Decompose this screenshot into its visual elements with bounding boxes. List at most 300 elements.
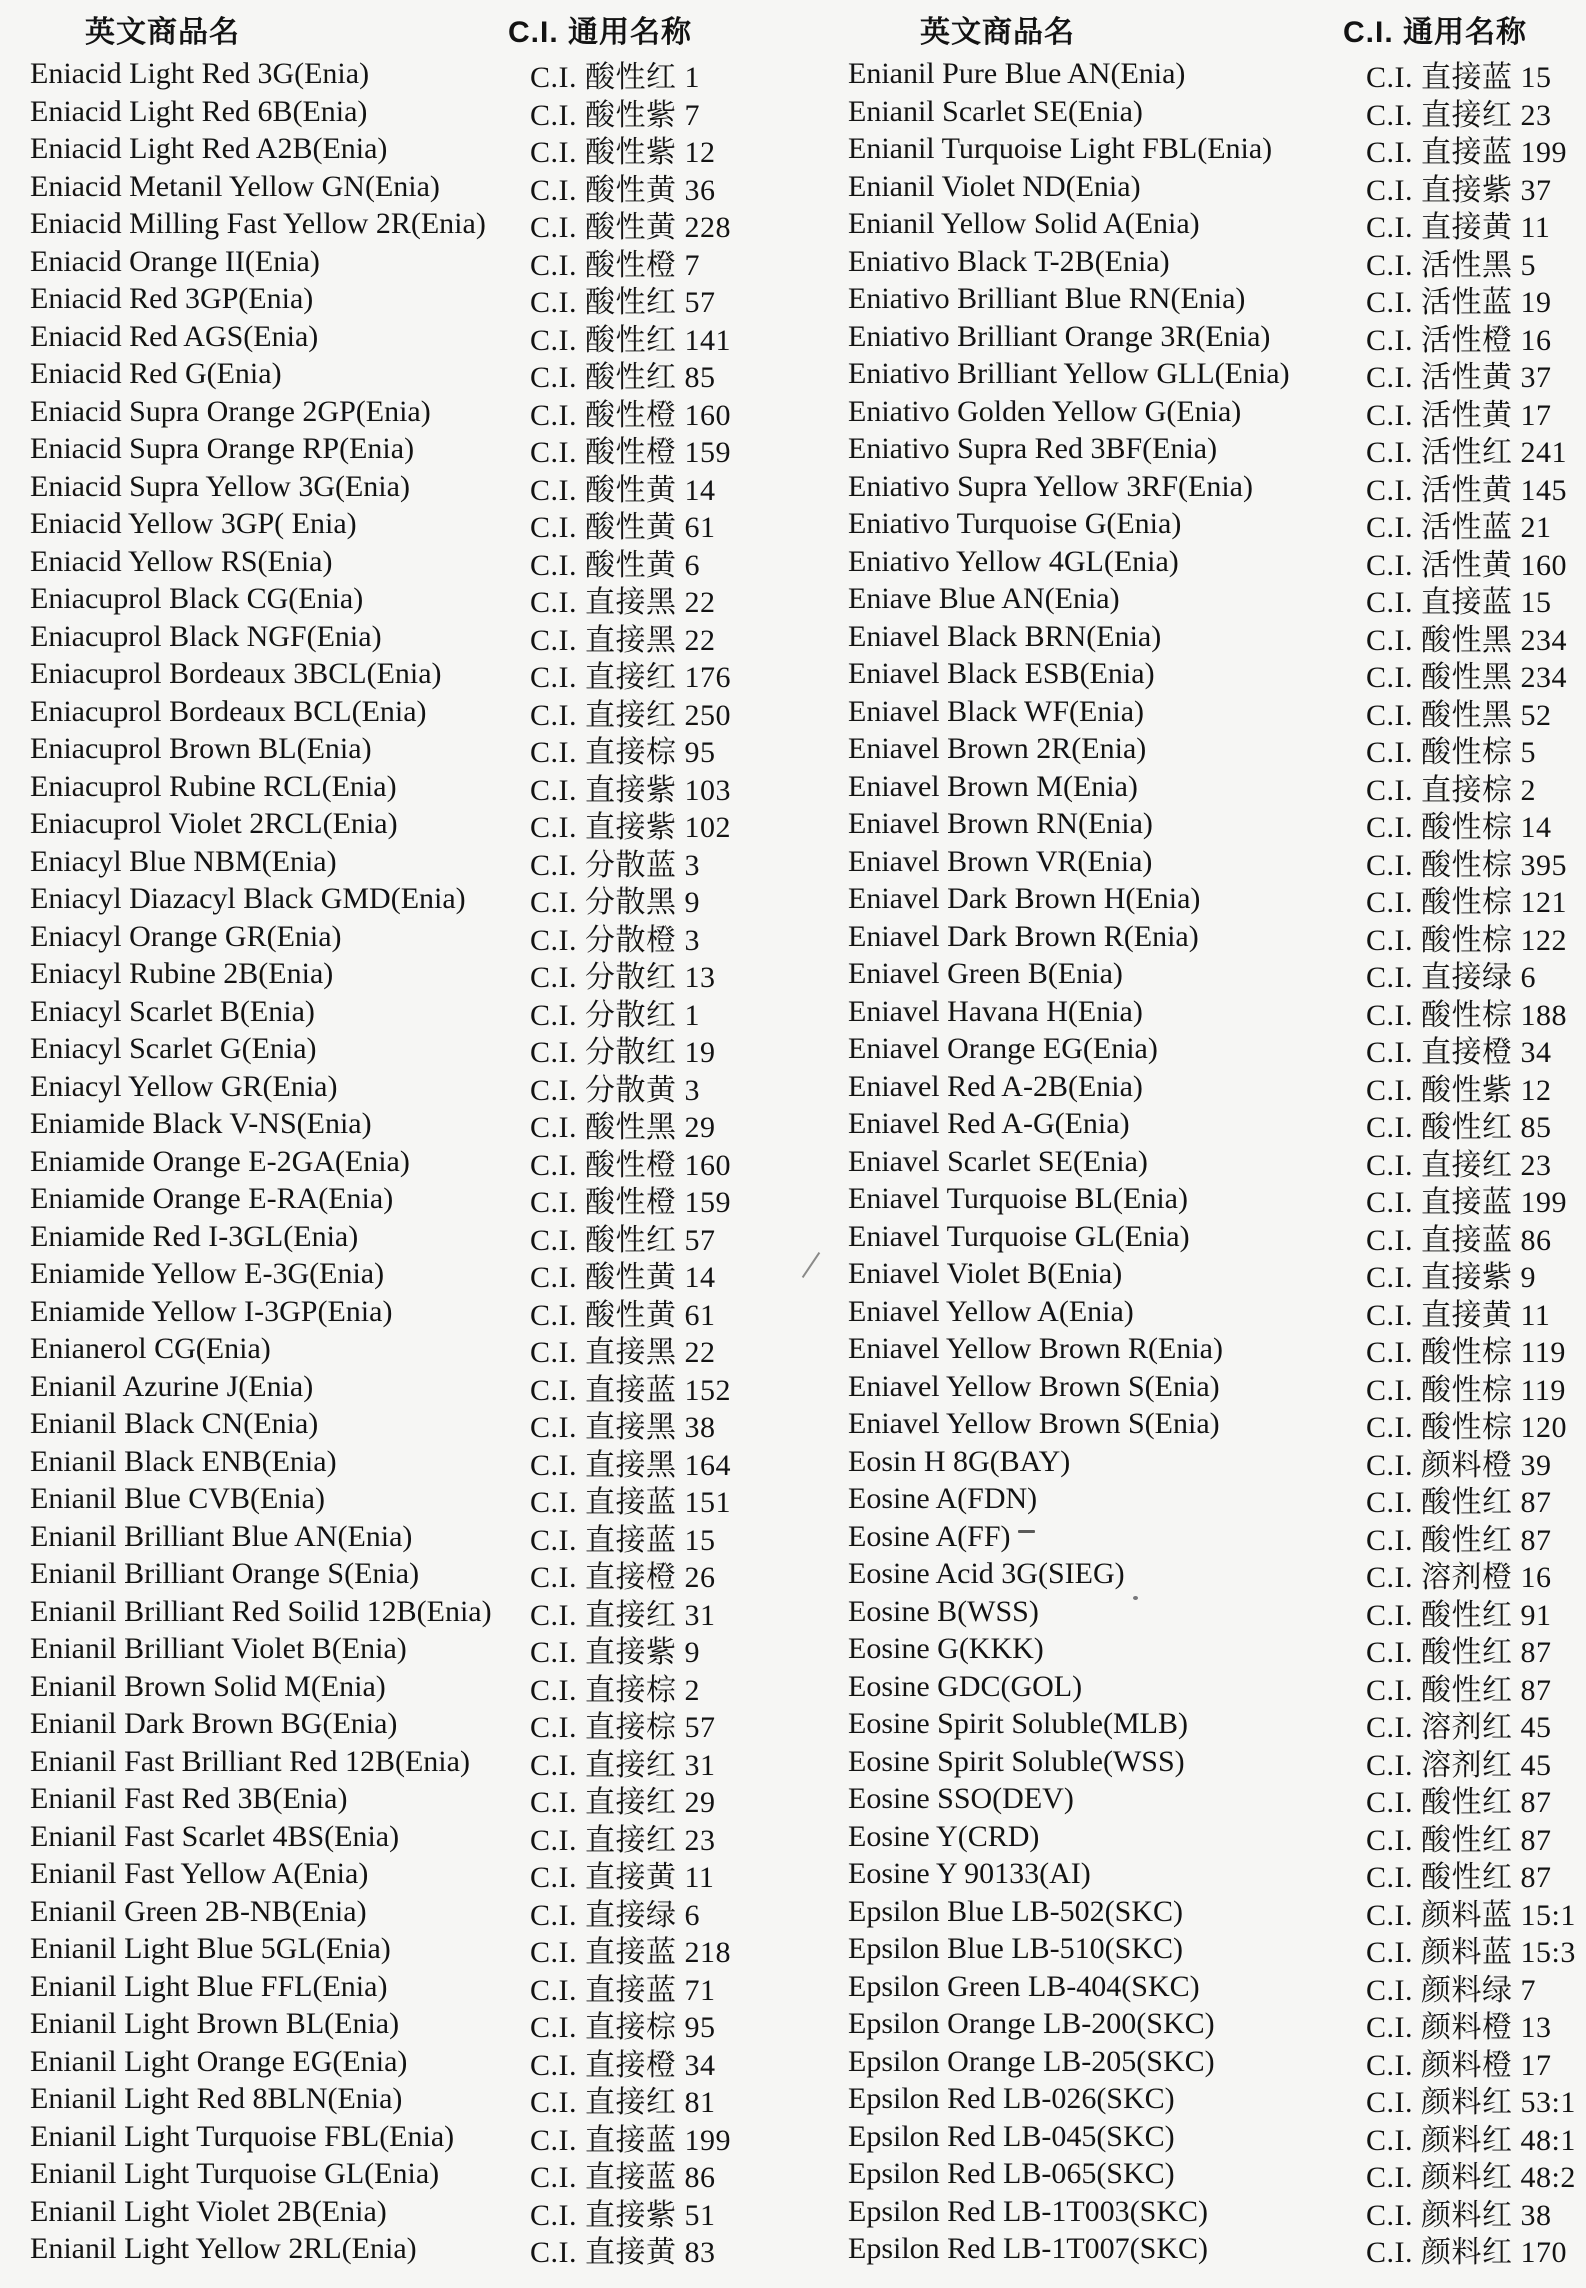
table-row	[30, 315, 793, 357]
ci-name-cell: C.I. 分散橙 3	[530, 923, 700, 957]
ci-name-cell: C.I. 直接蓝 15	[1366, 61, 1552, 94]
trade-name-cell: Eniacyl Scarlet G(Enia)	[30, 1032, 317, 1065]
ci-name-cell: C.I. 酸性黑 234	[1366, 661, 1567, 694]
trade-name-cell: Eniamide Red I-3GL(Enia)	[30, 1219, 359, 1253]
ci-name-cell: C.I. 活性蓝 19	[1366, 286, 1552, 319]
ci-name-cell: C.I. 颜料橙 17	[1366, 2048, 1552, 2082]
ci-name-cell: C.I. 酸性红 87	[1366, 1523, 1552, 1557]
table-row	[848, 315, 1586, 357]
ci-name-cell: C.I. 直接红 81	[530, 2086, 716, 2119]
ci-name-cell: C.I. 直接红 23	[530, 1823, 716, 1857]
trade-name-cell: Eosine Spirit Soluble(MLB)	[848, 1707, 1188, 1740]
trade-name-cell: Eniavel Black BRN(Enia)	[848, 619, 1162, 653]
ci-name-cell: C.I. 酸性红 87	[1366, 1786, 1552, 1819]
table-row	[848, 52, 1586, 94]
ci-name-cell: C.I. 直接红 250	[530, 698, 731, 732]
table-row	[30, 1177, 793, 1219]
table-row	[30, 1215, 793, 1257]
trade-name-cell: Enianil Yellow Solid A(Enia)	[848, 207, 1200, 240]
trade-name-cell: Eniativo Golden Yellow G(Enia)	[848, 394, 1242, 428]
ci-name-cell: C.I. 酸性红 57	[530, 1223, 716, 1257]
trade-name-cell: Enianil Light Blue 5GL(Enia)	[30, 1932, 391, 1965]
ci-name-cell: C.I. 直接蓝 218	[530, 1936, 731, 1969]
ci-name-cell: C.I. 酸性橙 160	[530, 1148, 731, 1182]
trade-name-cell: Epsilon Blue LB-510(SKC)	[848, 1932, 1183, 1965]
table-row	[848, 1215, 1586, 1257]
table-body	[848, 52, 1586, 2269]
ci-name-cell: C.I. 直接棕 2	[1366, 773, 1536, 807]
ci-name-cell: C.I. 直接蓝 199	[1366, 136, 1567, 169]
ci-name-cell: C.I. 直接黑 22	[530, 586, 716, 619]
ci-name-cell: C.I. 溶剂红 45	[1366, 1711, 1552, 1744]
trade-name-cell: Eniavel Turquoise GL(Enia)	[848, 1219, 1190, 1253]
table-row	[30, 1027, 793, 1069]
ci-name-cell: C.I. 酸性黄 61	[530, 1298, 716, 1332]
table-row	[848, 1590, 1586, 1632]
table-row	[848, 1252, 1586, 1294]
trade-name-cell: Eniavel Brown VR(Enia)	[848, 844, 1153, 878]
table-row	[848, 952, 1586, 994]
trade-name-cell: Eniacid Red AGS(Enia)	[30, 319, 319, 353]
trade-name-cell: Epsilon Red LB-026(SKC)	[848, 2082, 1175, 2115]
table-row	[30, 1740, 793, 1782]
trade-name-cell: Eniavel Red A-G(Enia)	[848, 1107, 1130, 1140]
trade-name-cell: Eniacuprol Violet 2RCL(Enia)	[30, 807, 398, 840]
ci-name-cell: C.I. 活性黄 145	[1366, 473, 1567, 507]
table-row	[30, 1627, 793, 1669]
ci-name-cell: C.I. 酸性棕 188	[1366, 998, 1567, 1032]
ci-name-cell: C.I. 直接黄 83	[530, 2236, 716, 2269]
trade-name-cell: Eniamide Yellow I-3GP(Enia)	[30, 1294, 393, 1328]
ci-name-cell: C.I. 活性蓝 21	[1366, 511, 1552, 544]
right-column-block	[848, 6, 1586, 2269]
table-row	[30, 1552, 793, 1594]
trade-name-cell: Eniavel Brown M(Enia)	[848, 769, 1138, 803]
trade-name-cell: Eniacid Metanil Yellow GN(Enia)	[30, 169, 440, 203]
trade-name-cell: Eniacid Supra Yellow 3G(Enia)	[30, 469, 410, 503]
trade-name-cell: Enianil Fast Red 3B(Enia)	[30, 1782, 348, 1815]
trade-name-cell: Eniativo Supra Yellow 3RF(Enia)	[848, 469, 1253, 503]
trade-name-cell: Eniacid Yellow RS(Enia)	[30, 544, 333, 578]
trade-name-cell: Enianil Light Violet 2B(Enia)	[30, 2194, 387, 2228]
ci-name-cell: C.I. 活性黄 37	[1366, 361, 1552, 394]
ci-name-cell: C.I. 分散黑 9	[530, 886, 700, 919]
trade-name-cell: Eniacid Red G(Enia)	[30, 357, 282, 390]
table-row	[848, 1440, 1586, 1482]
table-row	[848, 1777, 1586, 1819]
ci-name-cell: C.I. 酸性黄 6	[530, 548, 700, 582]
ci-name-cell: C.I. 颜料红 53:1	[1366, 2086, 1576, 2119]
trade-name-cell: Enianil Light Yellow 2RL(Enia)	[30, 2232, 417, 2265]
trade-name-cell: Eniavel Orange EG(Enia)	[848, 1032, 1158, 1065]
table-row	[30, 1290, 793, 1332]
ci-name-cell: C.I. 直接红 176	[530, 661, 731, 694]
trade-name-cell: Epsilon Orange LB-205(SKC)	[848, 2044, 1215, 2078]
trade-name-cell: Eniacuprol Brown BL(Enia)	[30, 732, 372, 765]
trade-name-cell: Enianil Fast Brilliant Red 12B(Enia)	[30, 1744, 470, 1778]
ci-name-cell: C.I. 直接蓝 15	[1366, 586, 1552, 619]
trade-name-cell: Eniavel Turquoise BL(Enia)	[848, 1182, 1188, 1215]
ci-name-cell: C.I. 颜料红 38	[1366, 2198, 1552, 2232]
table-row	[30, 2190, 793, 2232]
trade-name-cell: Eniativo Yellow 4GL(Enia)	[848, 544, 1179, 578]
ci-name-cell: C.I. 酸性紫 12	[530, 136, 716, 169]
table-row	[848, 1890, 1586, 1932]
trade-name-cell: Eniativo Brilliant Orange 3R(Enia)	[848, 319, 1271, 353]
table-row	[848, 1552, 1586, 1594]
table-row	[848, 802, 1586, 844]
ci-name-cell: C.I. 分散红 1	[530, 998, 700, 1032]
ci-name-cell: C.I. 直接黑 38	[530, 1411, 716, 1444]
ci-name-cell: C.I. 直接棕 57	[530, 1711, 716, 1744]
trade-name-cell: Eniacid Light Red 6B(Enia)	[30, 94, 368, 128]
ci-name-cell: C.I. 直接蓝 152	[530, 1373, 731, 1407]
ci-name-cell: C.I. 颜料红 170	[1366, 2236, 1567, 2269]
ci-name-cell: C.I. 直接黑 22	[530, 1336, 716, 1369]
table-row	[848, 1852, 1586, 1894]
ci-name-cell: C.I. 酸性棕 119	[1366, 1373, 1566, 1407]
ci-name-cell: C.I. 直接黑 164	[530, 1448, 731, 1482]
ci-name-cell: C.I. 直接橙 26	[530, 1561, 716, 1594]
trade-name-cell: Eniavel Scarlet SE(Enia)	[848, 1144, 1148, 1178]
table-row	[848, 1927, 1586, 1969]
table-row	[30, 802, 793, 844]
ci-name-cell: C.I. 酸性红 87	[1366, 1861, 1552, 1894]
trade-name-cell: Eniavel Violet B(Enia)	[848, 1257, 1123, 1290]
trade-name-cell: Epsilon Orange LB-200(SKC)	[848, 2007, 1215, 2040]
header-row	[30, 6, 793, 52]
trade-name-cell: Eniacid Orange II(Enia)	[30, 244, 320, 278]
trade-name-header: 英文商品名	[920, 16, 1075, 49]
trade-name-cell: Eniacuprol Black CG(Enia)	[30, 582, 364, 615]
table-row	[848, 1027, 1586, 1069]
table-row	[30, 1965, 793, 2007]
ci-name-cell: C.I. 活性红 241	[1366, 436, 1567, 469]
table-row	[848, 577, 1586, 619]
left-column-block	[30, 6, 793, 2269]
table-row	[30, 240, 793, 282]
ci-name-cell: C.I. 直接橙 34	[530, 2048, 716, 2082]
trade-name-cell: Eosine B(WSS)	[848, 1594, 1039, 1628]
table-row	[848, 165, 1586, 207]
ci-name-cell: C.I. 酸性红 85	[530, 361, 716, 394]
ci-name-cell: C.I. 酸性橙 159	[530, 436, 731, 469]
trade-name-cell: Eniavel Black ESB(Enia)	[848, 657, 1155, 690]
table-row	[30, 690, 793, 732]
trade-name-cell: Enianil Brilliant Violet B(Enia)	[30, 1632, 407, 1665]
ci-name-cell: C.I. 直接蓝 199	[530, 2123, 731, 2157]
ci-name-cell: C.I. 直接棕 95	[530, 736, 716, 769]
trade-name-cell: Eniacyl Blue NBM(Enia)	[30, 844, 337, 878]
trade-name-cell: Eniacid Light Red A2B(Enia)	[30, 132, 388, 165]
trade-name-cell: Enianil Black ENB(Enia)	[30, 1444, 337, 1478]
trade-name-cell: Eniacuprol Bordeaux 3BCL(Enia)	[30, 657, 442, 690]
ci-name-cell: C.I. 酸性棕 120	[1366, 1411, 1567, 1444]
trade-name-cell: Epsilon Red LB-1T003(SKC)	[848, 2194, 1208, 2228]
table-row	[30, 1402, 793, 1444]
table-row	[30, 1327, 793, 1369]
trade-name-cell: Eniacid Supra Orange 2GP(Enia)	[30, 394, 431, 428]
table-row	[848, 352, 1586, 394]
ci-name-cell: C.I. 酸性黄 36	[530, 173, 716, 207]
table-row	[30, 877, 793, 919]
trade-name-cell: Enianil Black CN(Enia)	[30, 1407, 319, 1440]
ci-name-cell: C.I. 分散红 19	[530, 1036, 716, 1069]
ci-name-cell: C.I. 分散红 13	[530, 961, 716, 994]
table-row	[30, 52, 793, 94]
ci-name-cell: C.I. 直接蓝 86	[530, 2161, 716, 2194]
ci-name-cell: C.I. 直接蓝 151	[530, 1486, 731, 1519]
ci-name-cell: C.I. 直接棕 2	[530, 1673, 700, 1707]
table-row	[30, 727, 793, 769]
ci-name-cell: C.I. 酸性黑 29	[530, 1111, 716, 1144]
scan-artifact-dot	[1133, 1596, 1138, 1600]
table-row	[30, 1852, 793, 1894]
trade-name-cell: Eniacid Milling Fast Yellow 2R(Enia)	[30, 207, 486, 240]
table-row	[30, 502, 793, 544]
table-row	[30, 840, 793, 882]
trade-name-cell: Eniacid Red 3GP(Enia)	[30, 282, 314, 315]
ci-name-cell: C.I. 直接红 23	[1366, 98, 1552, 132]
ci-name-cell: C.I. 颜料橙 13	[1366, 2011, 1552, 2044]
trade-name-cell: Eosine GDC(GOL)	[848, 1669, 1083, 1703]
trade-name-header: 英文商品名	[85, 16, 240, 49]
trade-name-cell: Eosine SSO(DEV)	[848, 1782, 1074, 1815]
table-row	[30, 2077, 793, 2119]
trade-name-cell: Enianil Light Brown BL(Enia)	[30, 2007, 400, 2040]
table-row	[30, 1102, 793, 1144]
table-row	[848, 1140, 1586, 1182]
table-row	[848, 2152, 1586, 2194]
trade-name-cell: Epsilon Green LB-404(SKC)	[848, 1969, 1200, 2003]
trade-name-cell: Enianil Scarlet SE(Enia)	[848, 94, 1143, 128]
table-row	[30, 915, 793, 957]
trade-name-cell: Enianil Violet ND(Enia)	[848, 169, 1141, 203]
trade-name-cell: Eniavel Black WF(Enia)	[848, 694, 1145, 728]
ci-name-cell: C.I. 直接黄 11	[1366, 211, 1551, 244]
table-row	[30, 1515, 793, 1557]
table-row	[848, 915, 1586, 957]
trade-name-cell: Eniavel Havana H(Enia)	[848, 994, 1143, 1028]
trade-name-cell: Eniavel Dark Brown R(Enia)	[848, 919, 1199, 953]
table-row	[30, 1065, 793, 1107]
table-row	[30, 165, 793, 207]
trade-name-cell: Enianil Brilliant Blue AN(Enia)	[30, 1519, 413, 1553]
ci-name-cell: C.I. 活性橙 16	[1366, 323, 1552, 357]
table-row	[848, 2002, 1586, 2044]
trade-name-cell: Eniacyl Rubine 2B(Enia)	[30, 957, 334, 990]
trade-name-cell: Eosine G(KKK)	[848, 1632, 1044, 1665]
table-row	[30, 1440, 793, 1482]
ci-name-cell: C.I. 直接黄 11	[1366, 1298, 1551, 1332]
table-row	[30, 652, 793, 694]
ci-name-cell: C.I. 酸性棕 5	[1366, 736, 1536, 769]
ci-name-cell: C.I. 酸性黄 14	[530, 1261, 716, 1294]
table-row	[30, 1777, 793, 1819]
ci-name-cell: C.I. 直接黑 22	[530, 623, 716, 657]
trade-name-cell: Eosine Y(CRD)	[848, 1819, 1040, 1853]
ci-name-cell: C.I. 直接绿 6	[530, 1898, 700, 1932]
table-row	[30, 1702, 793, 1744]
table-row	[30, 765, 793, 807]
table-row	[848, 1477, 1586, 1519]
trade-name-cell: Eniacuprol Bordeaux BCL(Enia)	[30, 694, 427, 728]
table-row	[30, 390, 793, 432]
table-row	[848, 1965, 1586, 2007]
ci-name-header: C.I. 通用名称	[508, 16, 693, 49]
table-row	[848, 1815, 1586, 1857]
trade-name-cell: Enianil Light Turquoise FBL(Enia)	[30, 2119, 455, 2153]
table-row	[848, 765, 1586, 807]
ci-name-cell: C.I. 直接紫 9	[530, 1636, 700, 1669]
ci-name-cell: C.I. 酸性黑 234	[1366, 623, 1567, 657]
ci-name-cell: C.I. 分散黄 3	[530, 1073, 700, 1107]
table-row	[848, 390, 1586, 432]
trade-name-cell: Enianil Brown Solid M(Enia)	[30, 1669, 386, 1703]
table-row	[30, 1590, 793, 1632]
table-row	[30, 1365, 793, 1407]
trade-name-cell: Enianil Blue CVB(Enia)	[30, 1482, 325, 1515]
trade-name-cell: Enianil Light Turquoise GL(Enia)	[30, 2157, 440, 2190]
trade-name-cell: Eniamide Yellow E-3G(Enia)	[30, 1257, 385, 1290]
table-row	[848, 2077, 1586, 2119]
trade-name-cell: Eniativo Supra Red 3BF(Enia)	[848, 432, 1218, 465]
table-row	[848, 2227, 1586, 2269]
table-row	[30, 1252, 793, 1294]
ci-name-cell: C.I. 直接橙 34	[1366, 1036, 1552, 1069]
trade-name-cell: Eniavel Dark Brown H(Enia)	[848, 882, 1201, 915]
table-row	[30, 577, 793, 619]
trade-name-cell: Epsilon Red LB-045(SKC)	[848, 2119, 1175, 2153]
ci-name-cell: C.I. 酸性紫 7	[530, 98, 700, 132]
table-row	[848, 1665, 1586, 1707]
ci-name-cell: C.I. 颜料红 48:2	[1366, 2161, 1576, 2194]
scan-artifact-dash	[1018, 1530, 1035, 1533]
ci-name-cell: C.I. 酸性黄 61	[530, 511, 716, 544]
ci-name-cell: C.I. 酸性橙 7	[530, 248, 700, 282]
ci-name-cell: C.I. 直接紫 9	[1366, 1261, 1536, 1294]
table-row	[848, 877, 1586, 919]
trade-name-cell: Eniacuprol Rubine RCL(Enia)	[30, 769, 397, 803]
table-row	[30, 1890, 793, 1932]
trade-name-cell: Eosine Spirit Soluble(WSS)	[848, 1744, 1185, 1778]
trade-name-cell: Enianil Fast Scarlet 4BS(Enia)	[30, 1819, 400, 1853]
table-row	[848, 240, 1586, 282]
table-row	[30, 427, 793, 469]
ci-name-cell: C.I. 直接红 31	[530, 1598, 716, 1632]
table-row	[848, 652, 1586, 694]
trade-name-cell: Eosine Y 90133(AI)	[848, 1857, 1091, 1890]
ci-name-cell: C.I. 直接绿 6	[1366, 961, 1536, 994]
table-row	[30, 1665, 793, 1707]
ci-name-cell: C.I. 直接红 31	[530, 1748, 716, 1782]
ci-name-cell: C.I. 直接紫 37	[1366, 173, 1552, 207]
trade-name-cell: Enianil Fast Yellow A(Enia)	[30, 1857, 369, 1890]
table-row	[848, 1102, 1586, 1144]
trade-name-cell: Enianil Light Blue FFL(Enia)	[30, 1969, 388, 2003]
table-row	[848, 1365, 1586, 1407]
trade-name-cell: Eniavel Yellow Brown R(Enia)	[848, 1332, 1223, 1365]
trade-name-cell: Enianerol CG(Enia)	[30, 1332, 271, 1365]
table-row	[848, 1327, 1586, 1369]
trade-name-cell: Eniacyl Yellow GR(Enia)	[30, 1069, 338, 1103]
ci-name-cell: C.I. 直接蓝 15	[530, 1523, 716, 1557]
table-row	[848, 1702, 1586, 1744]
ci-name-cell: C.I. 酸性红 87	[1366, 1673, 1552, 1707]
trade-name-cell: Eniativo Brilliant Yellow GLL(Enia)	[848, 357, 1290, 390]
ci-name-cell: C.I. 直接红 23	[1366, 1148, 1552, 1182]
ci-name-cell: C.I. 直接蓝 86	[1366, 1223, 1552, 1257]
ci-name-cell: C.I. 酸性棕 395	[1366, 848, 1567, 882]
table-row	[848, 1627, 1586, 1669]
table-row	[30, 1477, 793, 1519]
trade-name-cell: Enianil Light Orange EG(Enia)	[30, 2044, 408, 2078]
ci-name-cell: C.I. 直接红 29	[530, 1786, 716, 1819]
trade-name-cell: Eniacyl Scarlet B(Enia)	[30, 994, 315, 1028]
ci-name-cell: C.I. 酸性红 1	[530, 61, 700, 94]
table-row	[848, 1740, 1586, 1782]
table-row	[30, 615, 793, 657]
ci-name-cell: C.I. 直接紫 51	[530, 2198, 716, 2232]
trade-name-cell: Enianil Brilliant Orange S(Enia)	[30, 1557, 420, 1590]
table-row	[848, 465, 1586, 507]
trade-name-cell: Enianil Pure Blue AN(Enia)	[848, 57, 1186, 90]
ci-name-cell: C.I. 颜料红 48:1	[1366, 2123, 1576, 2157]
ci-name-cell: C.I. 酸性紫 12	[1366, 1073, 1552, 1107]
ci-name-cell: C.I. 颜料蓝 15:3	[1366, 1936, 1576, 1969]
header-row	[848, 6, 1586, 52]
ci-name-cell: C.I. 酸性棕 121	[1366, 886, 1567, 919]
ci-name-cell: C.I. 直接蓝 71	[530, 1973, 716, 2007]
table-row	[848, 990, 1586, 1032]
ci-name-cell: C.I. 酸性红 57	[530, 286, 716, 319]
ci-name-cell: C.I. 活性黄 17	[1366, 398, 1552, 432]
ci-name-cell: C.I. 直接棕 95	[530, 2011, 716, 2044]
ci-name-cell: C.I. 分散蓝 3	[530, 848, 700, 882]
trade-name-cell: Eosine Acid 3G(SIEG)	[848, 1557, 1125, 1590]
ci-name-cell: C.I. 酸性黄 228	[530, 211, 731, 244]
table-row	[848, 840, 1586, 882]
trade-name-cell: Eniavel Yellow Brown S(Enia)	[848, 1407, 1220, 1440]
ci-name-cell: C.I. 酸性橙 159	[530, 1186, 731, 1219]
ci-name-cell: C.I. 酸性红 87	[1366, 1823, 1552, 1857]
ci-name-cell: C.I. 直接黄 11	[530, 1861, 715, 1894]
table-row	[30, 277, 793, 319]
ci-name-cell: C.I. 活性黄 160	[1366, 548, 1567, 582]
table-row	[848, 90, 1586, 132]
table-row	[848, 502, 1586, 544]
table-row	[30, 352, 793, 394]
table-row	[30, 1815, 793, 1857]
trade-name-cell: Enianil Azurine J(Enia)	[30, 1369, 314, 1403]
trade-name-cell: Enianil Green 2B-NB(Enia)	[30, 1894, 367, 1928]
ci-name-cell: C.I. 颜料橙 39	[1366, 1448, 1552, 1482]
table-row	[848, 277, 1586, 319]
table-row	[30, 2002, 793, 2044]
trade-name-cell: Eniamide Orange E-2GA(Enia)	[30, 1144, 410, 1178]
table-row	[848, 1065, 1586, 1107]
ci-name-cell: C.I. 酸性红 85	[1366, 1111, 1552, 1144]
trade-name-cell: Enianil Turquoise Light FBL(Enia)	[848, 132, 1273, 165]
ci-name-cell: C.I. 酸性红 87	[1366, 1486, 1552, 1519]
table-row	[848, 540, 1586, 582]
table-row	[30, 465, 793, 507]
trade-name-cell: Eniativo Brilliant Blue RN(Enia)	[848, 282, 1246, 315]
trade-name-cell: Eniacyl Diazacyl Black GMD(Enia)	[30, 882, 466, 915]
table-row	[848, 1402, 1586, 1444]
trade-name-cell: Eniacid Yellow 3GP( Enia)	[30, 507, 357, 540]
trade-name-cell: Eniacyl Orange GR(Enia)	[30, 919, 342, 953]
